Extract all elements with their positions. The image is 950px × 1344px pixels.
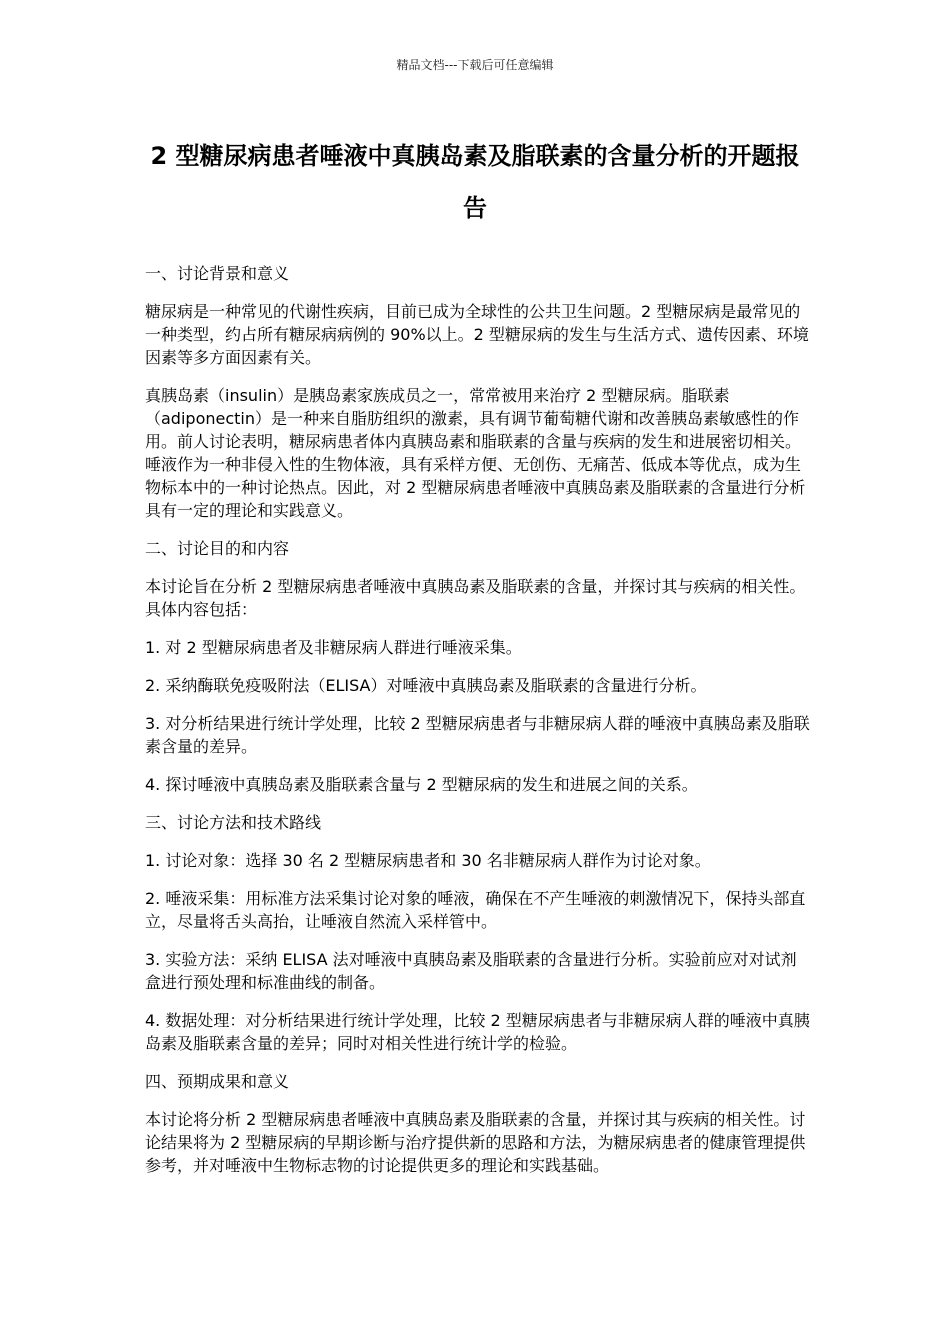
paragraph: 本讨论旨在分析 2 型糖尿病患者唾液中真胰岛素及脂联素的含量，并探讨其与疾病的相关性。 具体内容包括： (145, 577, 806, 619)
section-heading: 三、讨论方法和技术路线 (145, 813, 322, 832)
paragraph: 真胰岛素（insulin）是胰岛素家族成员之一，常常被用来治疗 2 型糖尿病。脂联素（adiponectin）是一种来自脂肪组织的激素，具有调节葡萄糖代谢和改善胰岛素敏感性的作用。前人讨论表明，糖尿病患者体内真胰岛素和脂联素的含量与疾病的发生和进展密切相关。唾液作为一种非侵入性的生物体液，具有采样方便、无创伤、无痛苦、低成本等优点，成为生物标本中的一种讨论热点。因此，对 2 型糖尿病患者唾液中真胰岛素及脂联素的含量进行分析具有一定的理论和实践意义。 (145, 386, 806, 520)
document-body (145, 262, 811, 1192)
list-item: 4. 数据处理：对分析结果进行统计学处理，比较 2 型糖尿病患者与非糖尿病人群的唾液中真胰岛素及脂联素含量的差异；同时对相关性进行统计学的检验。 (145, 1011, 810, 1053)
section-heading: 四、预期成果和意义 (145, 1072, 290, 1091)
header-note: 精品文档---下载后可任意编辑 (396, 58, 554, 72)
document-title: 2 型糖尿病患者唾液中真胰岛素及脂联素的含量分析的开题报告 (150, 142, 800, 222)
list-item: 1. 对 2 型糖尿病患者及非糖尿病人群进行唾液采集。 (145, 638, 522, 657)
list-item: 1. 讨论对象：选择 30 名 2 型糖尿病患者和 30 名非糖尿病人群作为讨论对象。 (145, 851, 711, 870)
list-item: 2. 采纳酶联免疫吸附法（ELISA）对唾液中真胰岛素及脂联素的含量进行分析。 (145, 676, 707, 695)
list-item: 2. 唾液采集：用标准方法采集讨论对象的唾液，确保在不产生唾液的刺激情况下，保持头部直立，尽量将舌头高抬，让唾液自然流入采样管中。 (145, 889, 806, 931)
paragraph: 糖尿病是一种常见的代谢性疾病，目前已成为全球性的公共卫生问题。2 型糖尿病是最常见的一种类型，约占所有糖尿病病例的 90%以上。2 型糖尿病的发生与生活方式、遗传因素、环境因素等多方面因素有关。 (145, 302, 809, 367)
section-heading: 二、讨论目的和内容 (145, 539, 290, 558)
list-item: 3. 实验方法：采纳 ELISA 法对唾液中真胰岛素及脂联素的含量进行分析。实验前应对对试剂盒进行预处理和标准曲线的制备。 (145, 950, 797, 992)
paragraph: 本讨论将分析 2 型糖尿病患者唾液中真胰岛素及脂联素的含量，并探讨其与疾病的相关性。讨论结果将为 2 型糖尿病的早期诊断与治疗提供新的思路和方法，为糖尿病患者的健康管理提供参考，并对唾液中生物标志物的讨论提供更多的理论和实践基础。 (145, 1110, 806, 1175)
list-item: 3. 对分析结果进行统计学处理，比较 2 型糖尿病患者与非糖尿病人群的唾液中真胰岛素及脂联素含量的差异。 (145, 714, 810, 756)
list-item: 4. 探讨唾液中真胰岛素及脂联素含量与 2 型糖尿病的发生和进展之间的关系。 (145, 775, 698, 794)
section-heading: 一、讨论背景和意义 (145, 264, 290, 283)
